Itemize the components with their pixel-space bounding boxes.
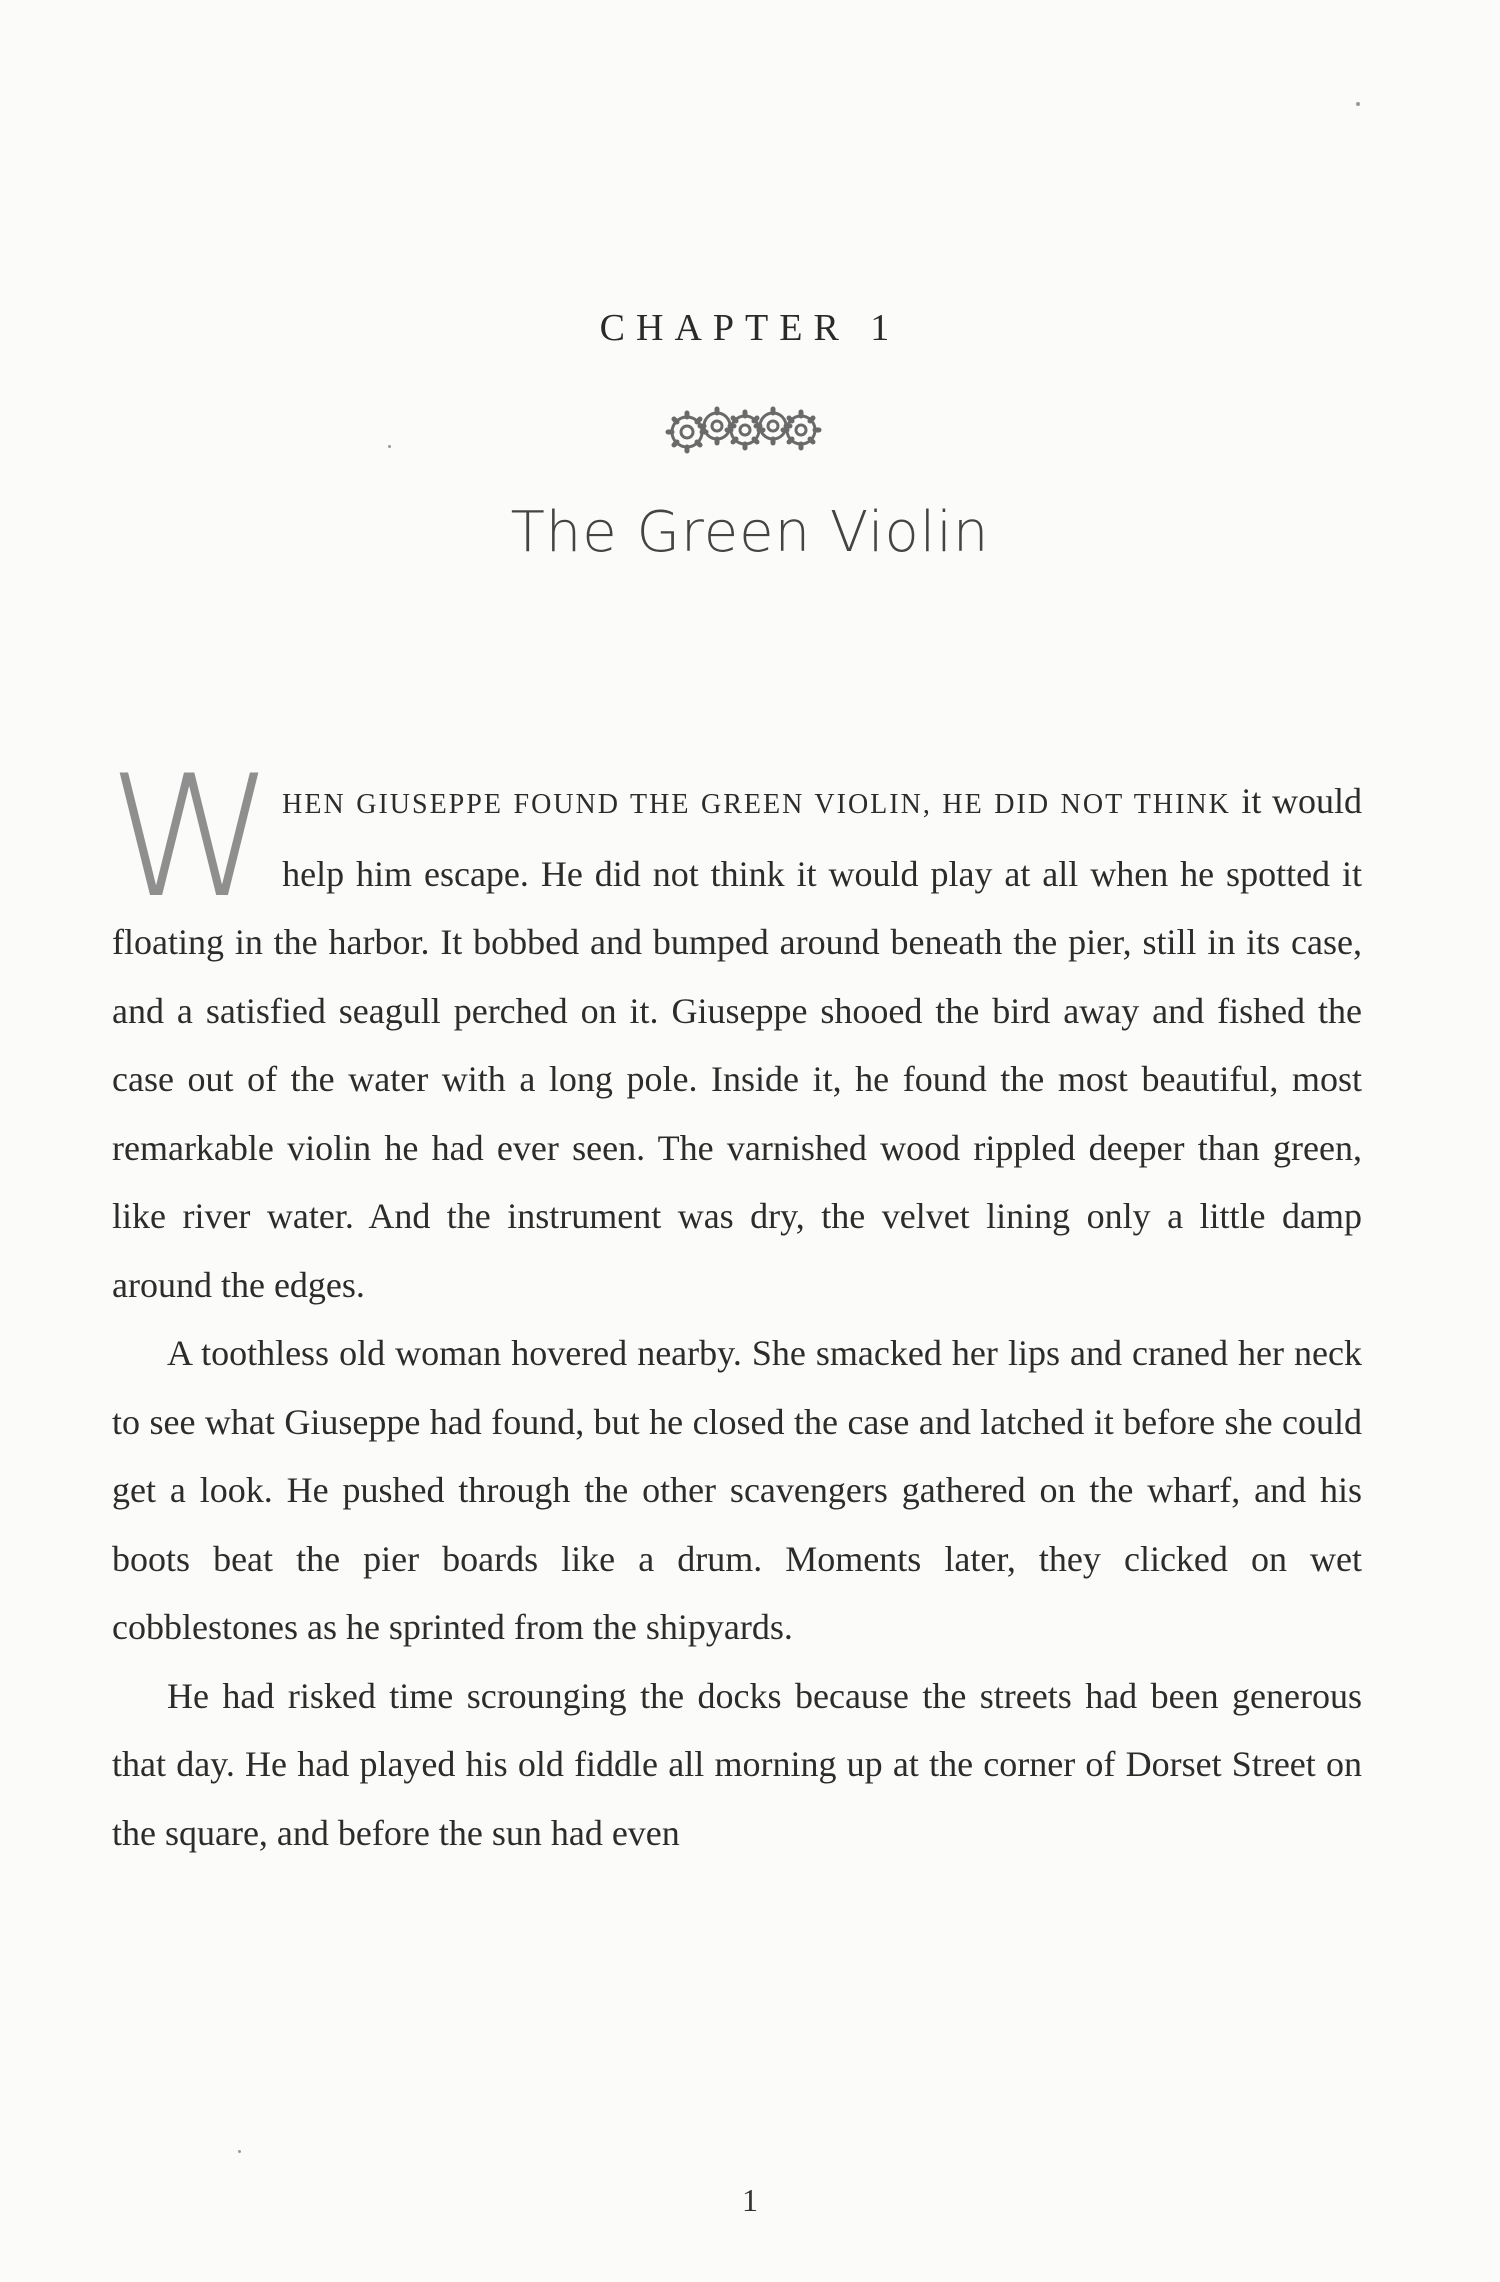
page-number: 1	[742, 2182, 758, 2218]
paragraph-1-text: it would help him escape. He did not think it would play at all when he spotted it floating in the harbor. It bobbed and bumped around beneath the pier, still in its case, and a satisfied seagull perched on it. Giuseppe shooed the bird away and fished the case out of the water with a long pole. Inside it, he found the most beautiful, most remarkable violin he had ever seen. The varnished wood rippled deeper than green, like river water. And the instrument was dry, the velvet lining only a little damp around the edges.	[112, 781, 1362, 1305]
opening-small-caps: HEN GIUSEPPE FOUND THE GREEN VIOLIN, HE DID NOT THINK	[282, 789, 1231, 820]
paper-speck	[1356, 102, 1360, 106]
paragraph-first	[108, 739, 1362, 1319]
paragraph-2: A toothless old woman hovered nearby. She smacked her lips and craned her neck to see what Giuseppe had found, but he closed the case and latched it before she could get a look. He pushed through the other scavengers gathered on the wharf, and his boots beat the pier boards like a drum. Moments later, they clicked on wet cobblestones as he sprinted from the shipyards.	[112, 1333, 1362, 1647]
gear-cluster-ornament-icon	[659, 396, 829, 462]
chapter-title: The Green Violin	[510, 500, 990, 565]
paper-speck	[238, 2150, 241, 2153]
drop-cap: W	[108, 739, 269, 935]
paragraph-3: He had risked time scrounging the docks because the streets had been generous that day. He had played his old fiddle all morning up at the corner of Dorset Street on the square, and before the sun had even	[112, 1675, 1362, 1853]
chapter-label: CHAPTER 1	[599, 307, 901, 349]
chapter-body	[108, 739, 1362, 1867]
paper-speck	[388, 445, 391, 448]
